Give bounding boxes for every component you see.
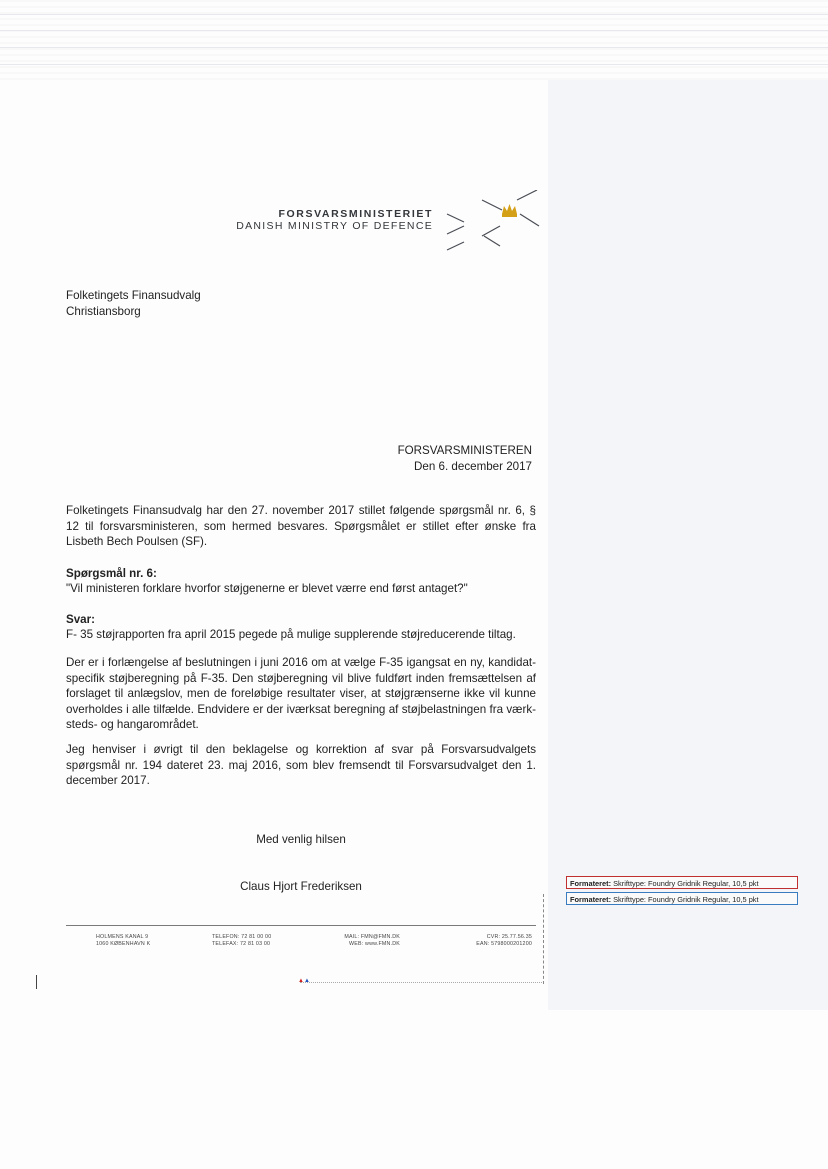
- comment-text: Skrifttype: Foundry Gridnik Regular, 10,5 pkt: [611, 879, 759, 888]
- footer-divider: [66, 925, 536, 926]
- closing-greeting: Med venlig hilsen: [256, 833, 346, 846]
- format-comment-balloon[interactable]: [566, 876, 798, 889]
- footer-cvr-line: CVR: 25.77.56.35: [486, 934, 532, 940]
- footer-address-line: HOLMENS KANAL 9: [96, 934, 149, 940]
- text-cursor-mark: [36, 975, 37, 989]
- footer-fax-line: TELEFAX: 72 81 03 00: [212, 941, 271, 947]
- footer-ean-line: EAN: 5798000201200: [476, 941, 532, 947]
- tracked-change-marker-icon[interactable]: ▲▲: [298, 978, 310, 984]
- scan-line: [0, 30, 828, 31]
- scan-line: [0, 64, 828, 65]
- signature-name: Claus Hjort Frederiksen: [240, 880, 362, 893]
- comment-connector-line: [300, 982, 542, 984]
- answer-paragraph: Jeg henviser i øvrigt til den beklagelse og korrektion af svar på Forsvarsudvalgets spørgsmål nr. 194 dateret 23. maj 2016, som blev fremsendt til Forsvarsudvalget den 1. december 2017.: [66, 743, 536, 787]
- ministry-name-english: DANISH MINISTRY OF DEFENCE: [236, 220, 433, 232]
- crown-cross-icon: [442, 190, 547, 265]
- answer-paragraph: Der er i forlængelse af beslutningen i juni 2016 om at vælge F-35 igangsat en ny, kandidat-specifik støjberegning på F-35. Den støjberegning vil blive fuldført inden fremsættelsen af forslaget til anlægslov, men de foreløbige resultater viser, at støjgrænserne ikke vil kunne overholdes i alle tilfælde. Endvidere er der iværksat beregning af støjbelastningen fra værk-steds- og hangarområdet.: [66, 656, 536, 731]
- footer-phone-line: TELEFON: 72 81 00 00: [212, 934, 272, 940]
- footer-registration: [460, 934, 532, 948]
- footer-address-line: 1060 KØBENHAVN K: [96, 941, 151, 947]
- intro-paragraph: Folketingets Finansudvalg har den 27. november 2017 stillet følgende spørgsmål nr. 6, § 12 til forsvarsministeren, som hermed besvares. Spørgsmålet er stillet efter ønske fra Lisbeth Bech Poulsen (SF).: [66, 504, 536, 548]
- comment-margin-pane: [548, 80, 828, 1010]
- footer-contact: [340, 934, 400, 948]
- comment-label: Formateret:: [570, 879, 612, 888]
- format-comment-balloon[interactable]: [566, 892, 798, 905]
- scan-line: [0, 47, 828, 48]
- comment-label: Formateret:: [570, 895, 612, 904]
- footer-mail-line: MAIL: FMN@FMN.DK: [344, 934, 400, 940]
- comment-connector-line: [543, 894, 544, 984]
- sender-title: FORSVARSMINISTEREN: [397, 444, 532, 457]
- recipient-line: Christiansborg: [66, 304, 141, 318]
- answer-paragraph: F- 35 støjrapporten fra april 2015 pegede på mulige supplerende støjreducerende tiltag.: [66, 628, 516, 641]
- ministry-name-danish: FORSVARSMINISTERIET: [278, 208, 433, 220]
- sender-block: [300, 443, 532, 474]
- letter-date: Den 6. december 2017: [414, 459, 532, 473]
- scan-artifact-band: [0, 0, 828, 80]
- footer-web-line: WEB: www.FMN.DK: [349, 941, 400, 947]
- footer-phone: [212, 934, 271, 948]
- answer-heading: Svar:: [66, 613, 96, 626]
- footer-address: [96, 934, 150, 948]
- scan-line: [0, 14, 828, 15]
- recipient-line: Folketingets Finansudvalg: [66, 289, 201, 302]
- question-text: "Vil ministeren forklare hvorfor støjgenerne er blevet værre end først antaget?": [66, 582, 468, 595]
- question-heading: Spørgsmål nr. 6:: [66, 567, 157, 580]
- comment-text: Skrifttype: Foundry Gridnik Regular, 10,5 pkt: [611, 895, 759, 904]
- recipient-block: [66, 288, 201, 319]
